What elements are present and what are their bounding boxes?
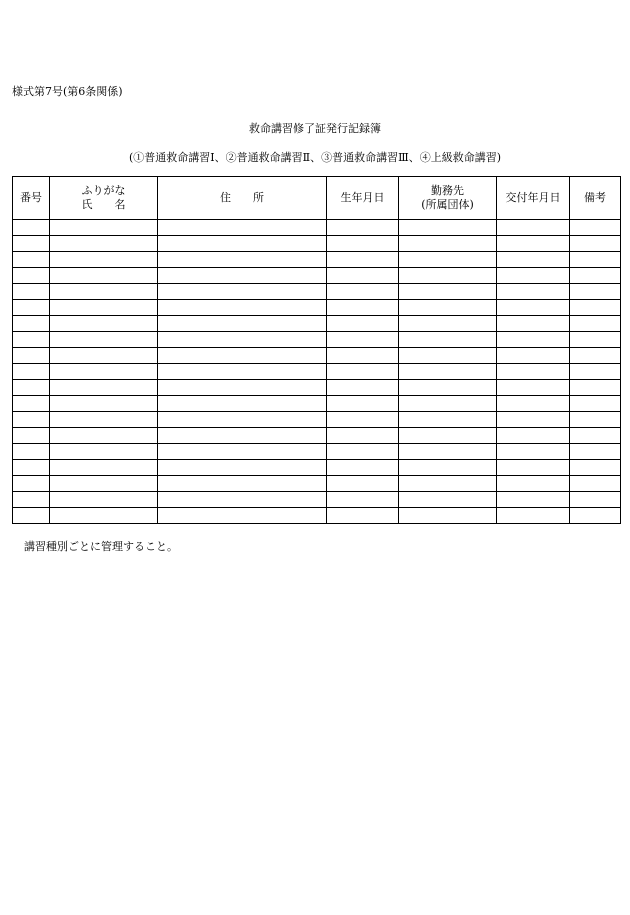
document-subtitle: (①普通救命講習Ⅰ、②普通救命講習Ⅱ、③普通救命講習Ⅲ、④上級救命講習) — [128, 151, 501, 164]
header-issue-date: 交付年月日 — [497, 177, 570, 220]
cell-issue-date — [497, 284, 570, 300]
cell-issue-date — [497, 508, 570, 524]
cell-name — [50, 300, 158, 316]
table-row — [13, 252, 621, 268]
cell-name — [50, 396, 158, 412]
cell-birthdate — [327, 428, 399, 444]
cell-number — [13, 364, 50, 380]
cell-number — [13, 220, 50, 236]
cell-address — [158, 332, 327, 348]
cell-name — [50, 316, 158, 332]
cell-workplace — [399, 508, 497, 524]
cell-number — [13, 236, 50, 252]
cell-issue-date — [497, 476, 570, 492]
cell-remarks — [570, 364, 621, 380]
cell-number — [13, 492, 50, 508]
cell-name — [50, 236, 158, 252]
cell-workplace — [399, 460, 497, 476]
cell-issue-date — [497, 300, 570, 316]
cell-issue-date — [497, 252, 570, 268]
header-name — [50, 177, 158, 220]
cell-birthdate — [327, 300, 399, 316]
cell-number — [13, 428, 50, 444]
table-row — [13, 380, 621, 396]
cell-number — [13, 316, 50, 332]
cell-birthdate — [327, 492, 399, 508]
cell-address — [158, 508, 327, 524]
cell-birthdate — [327, 380, 399, 396]
cell-name — [50, 508, 158, 524]
cell-address — [158, 444, 327, 460]
cell-issue-date — [497, 236, 570, 252]
cell-address — [158, 396, 327, 412]
cell-issue-date — [497, 492, 570, 508]
cell-remarks — [570, 380, 621, 396]
cell-workplace — [399, 412, 497, 428]
cell-birthdate — [327, 476, 399, 492]
cell-remarks — [570, 236, 621, 252]
cell-number — [13, 380, 50, 396]
cell-name — [50, 428, 158, 444]
cell-number — [13, 284, 50, 300]
cell-birthdate — [327, 316, 399, 332]
cell-issue-date — [497, 460, 570, 476]
cell-number — [13, 508, 50, 524]
table-row — [13, 476, 621, 492]
cell-workplace — [399, 268, 497, 284]
cell-remarks — [570, 508, 621, 524]
cell-name — [50, 332, 158, 348]
cell-address — [158, 316, 327, 332]
cell-remarks — [570, 492, 621, 508]
cell-issue-date — [497, 220, 570, 236]
table-row — [13, 460, 621, 476]
header-name-label: 氏 名 — [81, 198, 126, 211]
cell-number — [13, 300, 50, 316]
cell-workplace — [399, 444, 497, 460]
table-header-row — [13, 177, 621, 220]
cell-workplace — [399, 428, 497, 444]
cell-birthdate — [327, 268, 399, 284]
cell-address — [158, 284, 327, 300]
table-row — [13, 508, 621, 524]
cell-workplace — [399, 236, 497, 252]
cell-name — [50, 460, 158, 476]
document-title: 救命講習修了証発行記録簿 — [249, 122, 381, 135]
cell-name — [50, 476, 158, 492]
cell-number — [13, 396, 50, 412]
footnote: 講習種別ごとに管理すること。 — [24, 540, 178, 553]
header-birthdate: 生年月日 — [327, 177, 399, 220]
cell-birthdate — [327, 236, 399, 252]
table-row — [13, 364, 621, 380]
cell-birthdate — [327, 444, 399, 460]
cell-name — [50, 252, 158, 268]
cell-name — [50, 364, 158, 380]
form-number: 様式第7号(第6条関係) — [12, 85, 123, 98]
header-name-furigana: ふりがな — [81, 184, 126, 197]
record-table — [12, 176, 621, 524]
cell-remarks — [570, 460, 621, 476]
cell-issue-date — [497, 412, 570, 428]
table-row — [13, 492, 621, 508]
cell-workplace — [399, 492, 497, 508]
cell-name — [50, 380, 158, 396]
cell-address — [158, 460, 327, 476]
cell-name — [50, 412, 158, 428]
cell-address — [158, 220, 327, 236]
cell-birthdate — [327, 364, 399, 380]
cell-remarks — [570, 268, 621, 284]
cell-address — [158, 428, 327, 444]
table-row — [13, 316, 621, 332]
cell-birthdate — [327, 252, 399, 268]
cell-number — [13, 444, 50, 460]
record-table-body — [13, 220, 621, 524]
cell-name — [50, 268, 158, 284]
cell-remarks — [570, 476, 621, 492]
cell-workplace — [399, 332, 497, 348]
table-row — [13, 284, 621, 300]
cell-address — [158, 252, 327, 268]
cell-address — [158, 412, 327, 428]
cell-name — [50, 348, 158, 364]
cell-name — [50, 220, 158, 236]
cell-issue-date — [497, 268, 570, 284]
header-workplace-label: 勤務先 — [431, 184, 464, 197]
cell-name — [50, 444, 158, 460]
cell-remarks — [570, 396, 621, 412]
cell-issue-date — [497, 396, 570, 412]
cell-issue-date — [497, 444, 570, 460]
cell-number — [13, 476, 50, 492]
cell-address — [158, 236, 327, 252]
cell-birthdate — [327, 284, 399, 300]
cell-issue-date — [497, 332, 570, 348]
table-row — [13, 348, 621, 364]
cell-number — [13, 412, 50, 428]
cell-birthdate — [327, 332, 399, 348]
cell-issue-date — [497, 380, 570, 396]
cell-issue-date — [497, 316, 570, 332]
cell-birthdate — [327, 220, 399, 236]
cell-address — [158, 476, 327, 492]
cell-birthdate — [327, 348, 399, 364]
cell-number — [13, 460, 50, 476]
header-remarks: 備考 — [570, 177, 621, 220]
cell-birthdate — [327, 412, 399, 428]
cell-workplace — [399, 220, 497, 236]
cell-workplace — [399, 252, 497, 268]
cell-workplace — [399, 300, 497, 316]
cell-workplace — [399, 364, 497, 380]
table-row — [13, 396, 621, 412]
cell-workplace — [399, 284, 497, 300]
table-row — [13, 412, 621, 428]
table-row — [13, 220, 621, 236]
cell-address — [158, 364, 327, 380]
cell-birthdate — [327, 508, 399, 524]
header-address: 住 所 — [158, 177, 327, 220]
cell-remarks — [570, 316, 621, 332]
cell-birthdate — [327, 396, 399, 412]
cell-workplace — [399, 380, 497, 396]
cell-workplace — [399, 316, 497, 332]
cell-issue-date — [497, 348, 570, 364]
cell-number — [13, 252, 50, 268]
cell-birthdate — [327, 460, 399, 476]
table-row — [13, 444, 621, 460]
header-number: 番号 — [13, 177, 50, 220]
cell-remarks — [570, 252, 621, 268]
cell-address — [158, 300, 327, 316]
cell-workplace — [399, 396, 497, 412]
cell-remarks — [570, 220, 621, 236]
cell-remarks — [570, 284, 621, 300]
cell-workplace — [399, 348, 497, 364]
table-row — [13, 236, 621, 252]
cell-remarks — [570, 444, 621, 460]
header-workplace — [399, 177, 497, 220]
cell-name — [50, 284, 158, 300]
cell-remarks — [570, 332, 621, 348]
cell-address — [158, 348, 327, 364]
cell-remarks — [570, 348, 621, 364]
cell-number — [13, 348, 50, 364]
table-row — [13, 428, 621, 444]
cell-issue-date — [497, 364, 570, 380]
cell-address — [158, 380, 327, 396]
cell-address — [158, 268, 327, 284]
cell-remarks — [570, 428, 621, 444]
cell-number — [13, 332, 50, 348]
cell-workplace — [399, 476, 497, 492]
table-row — [13, 332, 621, 348]
table-row — [13, 268, 621, 284]
cell-remarks — [570, 300, 621, 316]
cell-number — [13, 268, 50, 284]
table-row — [13, 300, 621, 316]
cell-name — [50, 492, 158, 508]
cell-issue-date — [497, 428, 570, 444]
cell-remarks — [570, 412, 621, 428]
header-workplace-org: (所属団体) — [421, 198, 474, 211]
cell-address — [158, 492, 327, 508]
